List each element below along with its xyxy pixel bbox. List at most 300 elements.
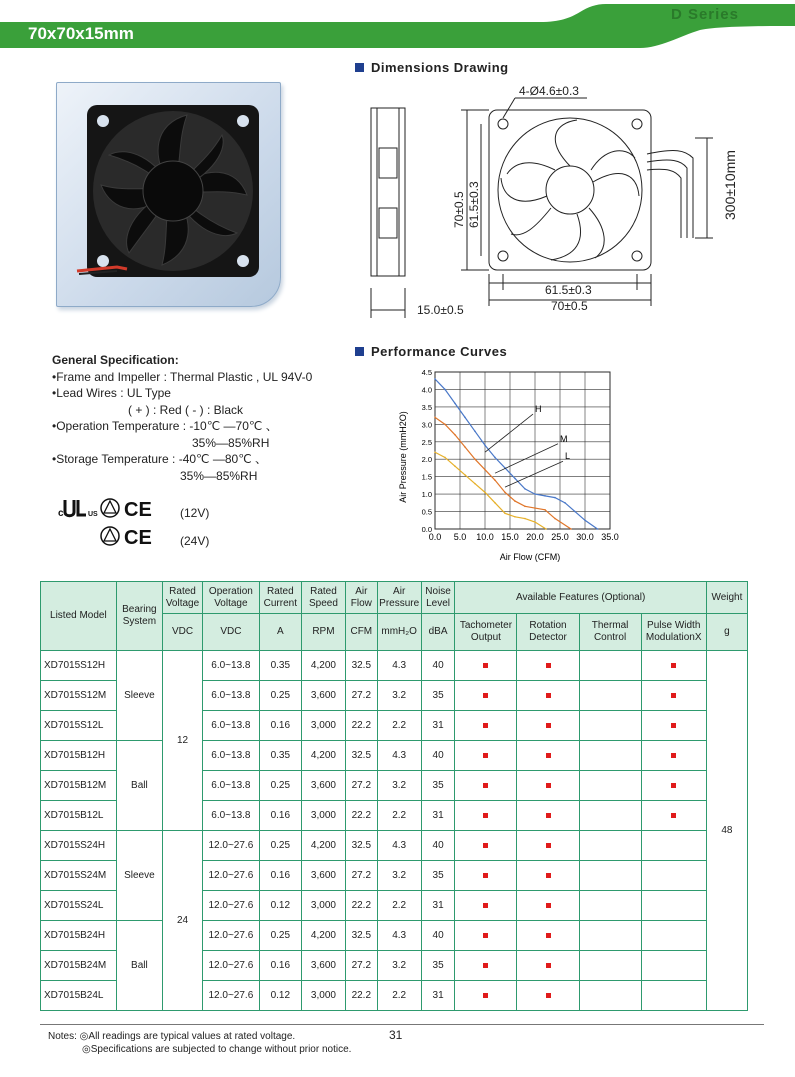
cell-feature-tacho xyxy=(455,741,517,771)
cell-feature-tacho xyxy=(455,711,517,741)
feature-marker-icon xyxy=(483,993,488,998)
cell-air-flow: 32.5 xyxy=(346,921,378,951)
x-tick-label: 35.0 xyxy=(601,532,619,542)
feature-marker-icon xyxy=(483,843,488,848)
series-point-H xyxy=(584,519,586,521)
cell-model: XD7015S24M xyxy=(41,861,117,891)
cell-speed: 3,600 xyxy=(301,861,345,891)
feature-marker-icon xyxy=(546,903,551,908)
cell-op-voltage: 6.0~13.8 xyxy=(202,651,259,681)
operation-rh: 35%—85%RH xyxy=(192,435,270,450)
cell-air-flow: 27.2 xyxy=(346,771,378,801)
header-rotation: Rotation Detector xyxy=(517,614,579,651)
series-point-H xyxy=(464,417,466,419)
frame-spec: •Frame and Impeller : Thermal Plastic , UL 94V-0 xyxy=(52,369,313,384)
feature-marker-icon xyxy=(546,993,551,998)
header-rated-current: Rated Current xyxy=(259,582,301,614)
feature-marker-icon xyxy=(546,873,551,878)
cell-feature-tacho xyxy=(455,771,517,801)
cell-op-voltage: 12.0~27.6 xyxy=(202,951,259,981)
cell-current: 0.12 xyxy=(259,891,301,921)
feature-marker-icon xyxy=(483,723,488,728)
feature-marker-icon xyxy=(671,663,676,668)
cell-current: 0.16 xyxy=(259,711,301,741)
feature-marker-icon xyxy=(546,783,551,788)
table-row xyxy=(41,651,748,681)
cell-noise: 35 xyxy=(421,861,455,891)
product-photo xyxy=(56,82,281,307)
series-point-M xyxy=(570,528,572,530)
series-point-M xyxy=(544,509,546,511)
cell-current: 0.25 xyxy=(259,921,301,951)
page-number: 31 xyxy=(389,1028,403,1042)
general-spec-title: General Specification: xyxy=(52,353,179,367)
series-point-H xyxy=(544,495,546,497)
header-rated-speed: Rated Speed xyxy=(301,582,345,614)
series-point-L xyxy=(494,502,496,504)
cell-feature-tacho xyxy=(455,951,517,981)
series-point-L xyxy=(514,516,516,518)
header-air-flow: Air Flow xyxy=(346,582,378,614)
series-point-H xyxy=(434,378,436,380)
ul-mark-icon xyxy=(58,500,98,519)
cell-feature-rot xyxy=(517,741,579,771)
y-tick-label: 0.0 xyxy=(421,525,432,534)
feature-marker-icon xyxy=(671,813,676,818)
operation-temp: •Operation Temperature : -10℃ —70℃ 、 xyxy=(52,419,278,433)
cell-feature-rot xyxy=(517,951,579,981)
y-axis-label: Air Pressure (mmH2O) xyxy=(398,411,408,503)
feature-marker-icon xyxy=(671,723,676,728)
cell-air-pressure: 2.2 xyxy=(377,801,421,831)
header-noise: Noise Level xyxy=(421,582,455,614)
cell-feature-tacho xyxy=(455,681,517,711)
hole-dimension: 4-Ø4.6±0.3 xyxy=(519,84,579,98)
feature-marker-icon xyxy=(483,783,488,788)
series-point-H xyxy=(534,493,536,495)
cert-24v-label: (24V) xyxy=(180,534,210,548)
cell-model: XD7015B12L xyxy=(41,801,117,831)
cell-feature-therm xyxy=(579,771,641,801)
series-point-M xyxy=(474,458,476,460)
series-point-H xyxy=(444,389,446,391)
cell-op-voltage: 12.0~27.6 xyxy=(202,861,259,891)
series-point-H xyxy=(554,497,556,499)
cell-feature-tacho xyxy=(455,861,517,891)
cell-noise: 40 xyxy=(421,651,455,681)
cell-feature-pwm xyxy=(641,861,706,891)
series-point-L xyxy=(504,513,506,515)
performance-title: Performance Curves xyxy=(371,344,508,359)
series-point-H xyxy=(597,528,599,530)
cell-air-pressure: 4.3 xyxy=(377,741,421,771)
cell-noise: 35 xyxy=(421,771,455,801)
cell-feature-rot xyxy=(517,651,579,681)
thickness-dimension: 15.0±0.5 xyxy=(417,303,464,317)
cell-air-flow: 32.5 xyxy=(346,651,378,681)
cell-feature-tacho xyxy=(455,921,517,951)
series-point-M xyxy=(444,424,446,426)
header-op-voltage: Operation Voltage xyxy=(202,582,259,614)
series-point-L xyxy=(545,528,547,530)
cell-air-flow: 22.2 xyxy=(346,801,378,831)
unit-op-voltage: VDC xyxy=(202,614,259,651)
series-point-L xyxy=(454,465,456,467)
cert-12v-label: (12V) xyxy=(180,506,210,520)
y-tick-label: 3.5 xyxy=(421,402,432,412)
unit-rated-speed: RPM xyxy=(301,614,345,651)
bullet-square-icon xyxy=(355,63,364,72)
series-label: D Series xyxy=(670,6,739,23)
y-tick-label: 2.5 xyxy=(421,437,432,447)
cell-speed: 4,200 xyxy=(301,741,345,771)
cell-feature-pwm xyxy=(641,981,706,1011)
cell-air-flow: 32.5 xyxy=(346,831,378,861)
series-label-H: H xyxy=(535,404,542,415)
footer-notes xyxy=(48,1030,351,1056)
ce-mark-24v: CE xyxy=(124,527,152,549)
cell-air-pressure: 4.3 xyxy=(377,831,421,861)
series-point-H xyxy=(564,502,566,504)
table-row xyxy=(41,921,748,951)
series-point-M xyxy=(484,469,486,471)
series-point-H xyxy=(484,444,486,446)
cell-current: 0.16 xyxy=(259,951,301,981)
cell-air-pressure: 4.3 xyxy=(377,921,421,951)
series-point-M xyxy=(554,518,556,520)
unit-air-flow: CFM xyxy=(346,614,378,651)
cell-speed: 4,200 xyxy=(301,651,345,681)
chart-series xyxy=(434,378,598,530)
cell-model: XD7015B24M xyxy=(41,951,117,981)
header-tacho: Tachometer Output xyxy=(455,614,517,651)
cell-noise: 35 xyxy=(421,681,455,711)
cell-feature-pwm xyxy=(641,681,706,711)
cell-feature-therm xyxy=(579,831,641,861)
certification-marks xyxy=(58,495,188,555)
ul-us-letters: US xyxy=(88,511,98,518)
header-rated-voltage: Rated Voltage xyxy=(163,582,203,614)
cell-noise: 40 xyxy=(421,831,455,861)
cell-weight: 48 xyxy=(706,651,747,1011)
series-point-H xyxy=(524,488,526,490)
performance-heading xyxy=(355,344,507,359)
feature-marker-icon xyxy=(546,753,551,758)
cell-op-voltage: 6.0~13.8 xyxy=(202,711,259,741)
cell-bearing: Ball xyxy=(116,741,162,831)
cell-bearing: Sleeve xyxy=(116,651,162,741)
cell-current: 0.25 xyxy=(259,831,301,861)
cell-feature-rot xyxy=(517,891,579,921)
series-line-H xyxy=(435,379,598,529)
ul-c-letter: c xyxy=(58,508,64,519)
x-tick-label: 0.0 xyxy=(428,532,442,542)
width-inner-dimension: 61.5±0.3 xyxy=(545,283,592,297)
cell-noise: 31 xyxy=(421,801,455,831)
feature-marker-icon xyxy=(483,963,488,968)
cell-feature-tacho xyxy=(455,981,517,1011)
series-point-M xyxy=(434,417,436,419)
feature-marker-icon xyxy=(483,693,488,698)
cell-op-voltage: 12.0~27.6 xyxy=(202,921,259,951)
unit-air-pressure: mmH₂O xyxy=(377,614,421,651)
x-tick-label: 10.0 xyxy=(476,532,494,542)
feature-marker-icon xyxy=(671,693,676,698)
series-point-M xyxy=(464,446,466,448)
cell-model: XD7015S24H xyxy=(41,831,117,861)
x-tick-label: 5.0 xyxy=(453,532,467,542)
note-line-2: ◎Specifications are subjected to change without prior notice. xyxy=(82,1044,352,1055)
lead-text: Lead Wires : UL Type xyxy=(56,386,171,400)
cell-speed: 3,000 xyxy=(301,891,345,921)
feature-marker-icon xyxy=(546,693,551,698)
general-specification xyxy=(52,352,312,484)
cell-speed: 3,600 xyxy=(301,951,345,981)
series-point-L xyxy=(434,451,436,453)
cell-air-flow: 32.5 xyxy=(346,741,378,771)
series-point-M xyxy=(504,492,506,494)
dimensions-title: Dimensions Drawing xyxy=(371,60,509,75)
series-point-M xyxy=(524,506,526,508)
header-model: Listed Model xyxy=(41,582,117,651)
cell-current: 0.35 xyxy=(259,741,301,771)
cell-current: 0.16 xyxy=(259,861,301,891)
cell-current: 0.12 xyxy=(259,981,301,1011)
series-label-M: M xyxy=(560,433,568,444)
cell-model: XD7015B24L xyxy=(41,981,117,1011)
cell-current: 0.16 xyxy=(259,801,301,831)
cell-feature-therm xyxy=(579,921,641,951)
table-body xyxy=(41,651,748,1011)
height-inner-dimension: 61.5±0.3 xyxy=(467,181,481,228)
cell-op-voltage: 12.0~27.6 xyxy=(202,891,259,921)
ce-mark-12v: CE xyxy=(124,499,152,521)
cell-feature-pwm xyxy=(641,741,706,771)
header-bearing: Bearing System xyxy=(116,582,162,651)
x-tick-label: 25.0 xyxy=(551,532,569,542)
series-point-L xyxy=(524,518,526,520)
cell-air-pressure: 2.2 xyxy=(377,981,421,1011)
cell-noise: 31 xyxy=(421,981,455,1011)
feature-marker-icon xyxy=(546,933,551,938)
cell-speed: 3,000 xyxy=(301,981,345,1011)
cell-feature-therm xyxy=(579,951,641,981)
feature-marker-icon xyxy=(483,903,488,908)
series-line-M xyxy=(435,417,571,529)
unit-rated-voltage: VDC xyxy=(163,614,203,651)
storage-temp: •Storage Temperature : -40℃ —80℃ 、 xyxy=(52,452,268,466)
dimensions-drawing xyxy=(355,78,750,318)
frame-text: Frame and Impeller : Thermal Plastic , UL 94V-0 xyxy=(56,369,313,384)
cell-speed: 3,000 xyxy=(301,711,345,741)
cell-feature-pwm xyxy=(641,951,706,981)
header-thermal: Thermal Control xyxy=(579,614,641,651)
series-label-L: L xyxy=(565,451,571,462)
lead-length-dimension: 300±10mm xyxy=(722,150,738,220)
cell-feature-pwm xyxy=(641,831,706,861)
cell-current: 0.25 xyxy=(259,771,301,801)
cell-air-pressure: 4.3 xyxy=(377,651,421,681)
y-tick-label: 3.0 xyxy=(421,420,432,430)
series-callout-line xyxy=(485,414,533,452)
cell-speed: 3,600 xyxy=(301,681,345,711)
series-point-L xyxy=(484,492,486,494)
cell-model: XD7015S12M xyxy=(41,681,117,711)
height-outer-dimension: 70±0.5 xyxy=(452,191,466,228)
feature-marker-icon xyxy=(546,843,551,848)
series-callout-line xyxy=(495,444,558,473)
feature-marker-icon xyxy=(483,933,488,938)
series-point-M xyxy=(494,479,496,481)
cell-op-voltage: 6.0~13.8 xyxy=(202,801,259,831)
x-tick-label: 15.0 xyxy=(501,532,519,542)
lead-spec: •Lead Wires : UL Type xyxy=(52,386,171,400)
cell-noise: 40 xyxy=(421,921,455,951)
cell-noise: 40 xyxy=(421,741,455,771)
note-line-1: Notes: ◎All readings are typical values at rated voltage. xyxy=(48,1031,296,1042)
performance-chart xyxy=(395,362,640,567)
cell-feature-pwm xyxy=(641,651,706,681)
feature-marker-icon xyxy=(546,963,551,968)
cell-feature-rot xyxy=(517,771,579,801)
cell-current: 0.35 xyxy=(259,651,301,681)
cell-air-flow: 22.2 xyxy=(346,981,378,1011)
safety-triangle-icon xyxy=(101,499,119,545)
y-tick-label: 4.5 xyxy=(421,368,432,377)
y-tick-label: 1.0 xyxy=(421,490,432,500)
series-point-M xyxy=(514,500,516,502)
cell-speed: 4,200 xyxy=(301,921,345,951)
cell-noise: 31 xyxy=(421,711,455,741)
cell-feature-tacho xyxy=(455,801,517,831)
cell-feature-pwm xyxy=(641,921,706,951)
cell-air-pressure: 3.2 xyxy=(377,771,421,801)
cell-feature-rot xyxy=(517,861,579,891)
cell-feature-therm xyxy=(579,891,641,921)
cell-feature-rot xyxy=(517,921,579,951)
series-point-M xyxy=(534,507,536,509)
cell-feature-therm xyxy=(579,981,641,1011)
series-point-H xyxy=(454,403,456,405)
cell-air-flow: 27.2 xyxy=(346,861,378,891)
header-pwm: Pulse Width ModulationX xyxy=(641,614,706,651)
header-features: Available Features (Optional) xyxy=(455,582,706,614)
cell-bearing: Ball xyxy=(116,921,162,1011)
cell-air-pressure: 3.2 xyxy=(377,951,421,981)
feature-marker-icon xyxy=(671,783,676,788)
table-row xyxy=(41,741,748,771)
chart-ticks xyxy=(422,368,619,542)
cell-feature-therm xyxy=(579,801,641,831)
cell-feature-pwm xyxy=(641,711,706,741)
series-point-L xyxy=(444,457,446,459)
series-point-M xyxy=(454,434,456,436)
cell-model: XD7015B12H xyxy=(41,741,117,771)
cell-rated-voltage: 12 xyxy=(163,651,203,831)
header-weight: Weight xyxy=(706,582,747,614)
cell-op-voltage: 6.0~13.8 xyxy=(202,741,259,771)
cell-noise: 31 xyxy=(421,891,455,921)
cell-rated-voltage: 24 xyxy=(163,831,203,1011)
cell-model: XD7015S24L xyxy=(41,891,117,921)
cell-speed: 3,600 xyxy=(301,771,345,801)
cell-feature-pwm xyxy=(641,771,706,801)
footer-divider xyxy=(40,1024,764,1025)
cell-feature-rot xyxy=(517,831,579,861)
bullet-square-icon xyxy=(355,347,364,356)
unit-weight: g xyxy=(706,614,747,651)
cell-feature-tacho xyxy=(455,891,517,921)
cell-current: 0.25 xyxy=(259,681,301,711)
unit-rated-current: A xyxy=(259,614,301,651)
cell-feature-pwm xyxy=(641,891,706,921)
cell-air-pressure: 2.2 xyxy=(377,711,421,741)
table-row xyxy=(41,831,748,861)
series-point-H xyxy=(574,511,576,513)
series-point-L xyxy=(534,521,536,523)
lead-colors: ( + ) : Red ( - ) : Black xyxy=(128,402,244,417)
cell-feature-rot xyxy=(517,711,579,741)
series-point-L xyxy=(474,483,476,485)
cell-air-pressure: 3.2 xyxy=(377,681,421,711)
feature-marker-icon xyxy=(483,663,488,668)
cell-air-flow: 27.2 xyxy=(346,951,378,981)
cell-feature-tacho xyxy=(455,831,517,861)
fan-image xyxy=(57,83,280,306)
size-title: 70x70x15mm xyxy=(28,24,134,43)
ce-mark-icon xyxy=(124,499,152,549)
cell-feature-therm xyxy=(579,861,641,891)
dimensions-heading xyxy=(355,60,509,75)
cell-feature-tacho xyxy=(455,651,517,681)
cell-op-voltage: 6.0~13.8 xyxy=(202,681,259,711)
cell-feature-therm xyxy=(579,711,641,741)
cell-air-flow: 22.2 xyxy=(346,891,378,921)
cell-model: XD7015B24H xyxy=(41,921,117,951)
series-point-H xyxy=(514,478,516,480)
feature-marker-icon xyxy=(483,813,488,818)
cell-air-pressure: 2.2 xyxy=(377,891,421,921)
cell-air-flow: 27.2 xyxy=(346,681,378,711)
cell-speed: 4,200 xyxy=(301,831,345,861)
cell-air-pressure: 3.2 xyxy=(377,861,421,891)
cell-model: XD7015S12L xyxy=(41,711,117,741)
cell-model: XD7015S12H xyxy=(41,651,117,681)
cell-op-voltage: 12.0~27.6 xyxy=(202,831,259,861)
width-outer-dimension: 70±0.5 xyxy=(551,299,588,313)
feature-marker-icon xyxy=(483,873,488,878)
spec-table xyxy=(40,581,748,1011)
cell-bearing: Sleeve xyxy=(116,831,162,921)
op-temp-text: Operation Temperature : -10℃ —70℃ 、 xyxy=(56,419,278,433)
x-tick-label: 30.0 xyxy=(576,532,594,542)
storage-rh: 35%—85%RH xyxy=(180,468,258,483)
cell-feature-pwm xyxy=(641,801,706,831)
series-point-L xyxy=(464,474,466,476)
feature-marker-icon xyxy=(546,813,551,818)
x-axis-label: Air Flow (CFM) xyxy=(499,552,561,562)
series-point-H xyxy=(474,431,476,433)
cell-feature-rot xyxy=(517,801,579,831)
cell-model: XD7015B12M xyxy=(41,771,117,801)
st-temp-text: Storage Temperature : -40℃ —80℃ 、 xyxy=(56,452,268,466)
cell-op-voltage: 12.0~27.6 xyxy=(202,981,259,1011)
y-tick-label: 4.0 xyxy=(421,385,432,395)
feature-marker-icon xyxy=(483,753,488,758)
y-tick-label: 2.0 xyxy=(421,455,432,465)
x-tick-label: 20.0 xyxy=(526,532,544,542)
y-tick-label: 1.5 xyxy=(421,472,432,482)
